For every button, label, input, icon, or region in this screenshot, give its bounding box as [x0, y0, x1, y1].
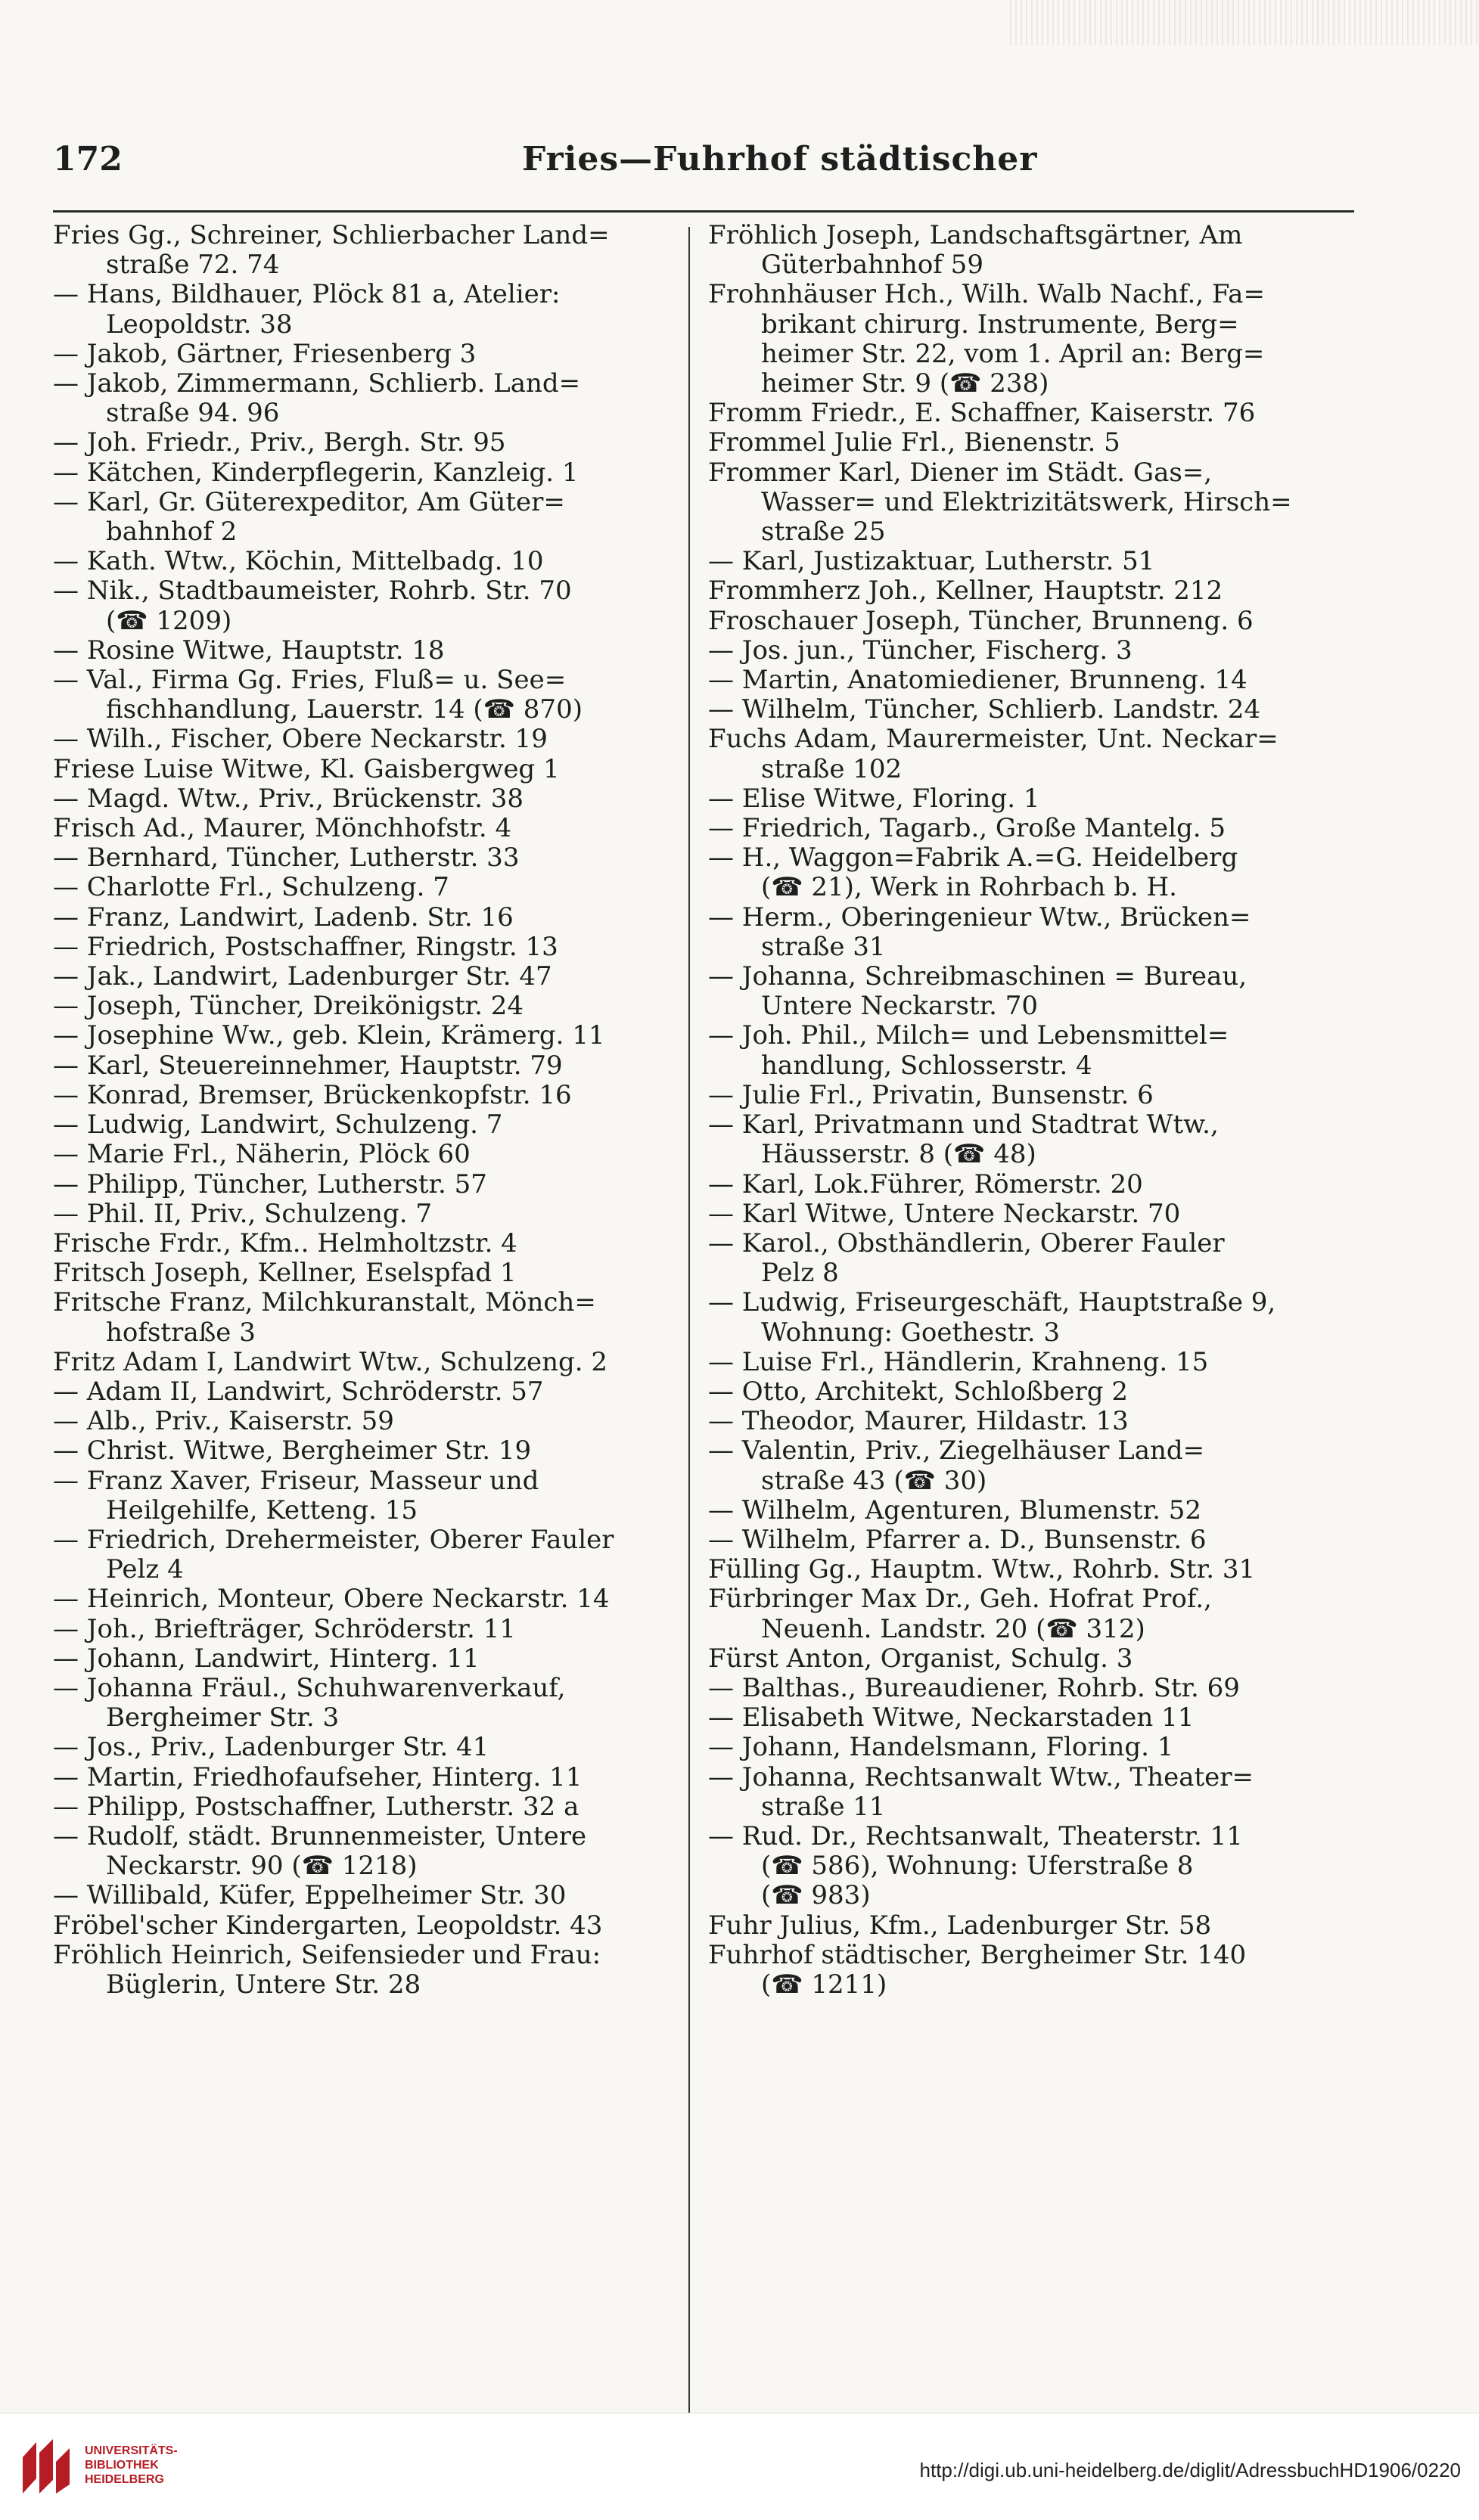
library-name: [85, 2444, 178, 2487]
directory-entry-line: straße 72. 74: [106, 250, 280, 281]
directory-entry-line: — Konrad, Bremser, Brückenkopfstr. 16: [53, 1079, 572, 1110]
directory-entry-line: straße 25: [761, 517, 886, 548]
directory-entry-line: (☎ 1211): [761, 1969, 887, 2000]
directory-entry-line: Neuenh. Landstr. 20 (☎ 312): [761, 1613, 1145, 1644]
directory-entry-line: — Joh. Phil., Milch= und Lebensmittel=: [708, 1020, 1229, 1051]
directory-entry-line: — Christ. Witwe, Bergheimer Str. 19: [53, 1435, 532, 1466]
directory-entry-line: — Luise Frl., Händlerin, Krahneng. 15: [708, 1346, 1209, 1377]
directory-entry-line: brikant chirurg. Instrumente, Berg=: [761, 309, 1239, 340]
directory-entry-line: — Adam II, Landwirt, Schröderstr. 57: [53, 1376, 544, 1407]
directory-entry-line: — Herm., Oberingenieur Wtw., Brücken=: [708, 902, 1251, 933]
directory-entry-line: hofstraße 3: [106, 1317, 256, 1348]
directory-entry-line: Güterbahnhof 59: [761, 250, 983, 281]
directory-entry-line: — Heinrich, Monteur, Obere Neckarstr. 14: [53, 1584, 610, 1615]
directory-entry-line: Fülling Gg., Hauptm. Wtw., Rohrb. Str. 31: [708, 1554, 1256, 1585]
directory-entry-line: — Joh. Friedr., Priv., Bergh. Str. 95: [53, 427, 506, 458]
directory-entry-line: — Alb., Priv., Kaiserstr. 59: [53, 1406, 394, 1437]
directory-entry-line: straße 94. 96: [106, 398, 280, 429]
directory-entry-line: Fuhrhof städtischer, Bergheimer Str. 140: [708, 1939, 1247, 1970]
running-head: Fries—Fuhrhof städtischer: [522, 140, 1038, 178]
library-name-line-1: UNIVERSITÄTS-: [85, 2444, 178, 2457]
directory-entry-line: — Kätchen, Kinderpflegerin, Kanzleig. 1: [53, 457, 579, 488]
directory-entry-line: — Wilh., Fischer, Obere Neckarstr. 19: [53, 724, 548, 755]
directory-entry-line: — Karl, Lok.Führer, Römerstr. 20: [708, 1168, 1143, 1199]
directory-entry-line: Fritsch Joseph, Kellner, Eselspfad 1: [53, 1258, 517, 1289]
directory-entry-line: — Jak., Landwirt, Ladenburger Str. 47: [53, 961, 552, 992]
directory-entry-line: — Philipp, Postschaffner, Lutherstr. 32 a: [53, 1791, 579, 1822]
directory-entry-line: Frisch Ad., Maurer, Mönchhofstr. 4: [53, 813, 512, 844]
directory-entry-line: — H., Waggon=Fabrik A.=G. Heidelberg: [708, 843, 1238, 874]
directory-entry-line: — Johann, Handelsmann, Floring. 1: [708, 1732, 1174, 1763]
directory-entry-line: — Karl, Justizaktuar, Lutherstr. 51: [708, 546, 1155, 577]
directory-entry-line: (☎ 1209): [106, 605, 232, 636]
directory-entry-line: — Valentin, Priv., Ziegelhäuser Land=: [708, 1435, 1205, 1466]
directory-entry-line: — Wilhelm, Agenturen, Blumenstr. 52: [708, 1494, 1201, 1525]
directory-entry-line: — Karl, Gr. Güterexpeditor, Am Güter=: [53, 486, 565, 517]
column-divider: [688, 227, 690, 2413]
directory-entry-line: Untere Neckarstr. 70: [761, 991, 1039, 1022]
directory-entry-line: — Hans, Bildhauer, Plöck 81 a, Atelier:: [53, 279, 561, 310]
directory-entry-line: Frommherz Joh., Kellner, Hauptstr. 212: [708, 576, 1223, 607]
directory-entry-line: — Wilhelm, Tüncher, Schlierb. Landstr. 24: [708, 694, 1261, 725]
directory-entry-line: Pelz 8: [761, 1258, 839, 1289]
directory-entry-line: Froschauer Joseph, Tüncher, Brunneng. 6: [708, 605, 1254, 636]
directory-entry-line: Häusserstr. 8 (☎ 48): [761, 1139, 1036, 1170]
directory-entry-line: — Josephine Ww., geb. Klein, Krämerg. 11: [53, 1020, 605, 1051]
directory-entry-line: Fröhlich Heinrich, Seifensieder und Frau:: [53, 1939, 601, 1970]
directory-entry-line: — Ludwig, Friseurgeschäft, Hauptstraße 9,: [708, 1287, 1276, 1318]
directory-entry-line: — Nik., Stadtbaumeister, Rohrb. Str. 70: [53, 576, 572, 607]
directory-entry-line: — Val., Firma Gg. Fries, Fluß= u. See=: [53, 665, 567, 696]
library-name-line-3: HEIDELBERG: [85, 2473, 164, 2486]
directory-entry-line: Fuchs Adam, Maurermeister, Unt. Neckar=: [708, 724, 1279, 755]
directory-entry-line: — Franz Xaver, Friseur, Masseur und: [53, 1465, 539, 1496]
page-header: [53, 140, 1354, 193]
directory-entry-line: handlung, Schlosserstr. 4: [761, 1050, 1092, 1081]
directory-entry-line: Frische Frdr., Kfm.. Helmholtzstr. 4: [53, 1227, 517, 1258]
directory-entry-line: Wohnung: Goethestr. 3: [761, 1317, 1061, 1348]
directory-entry-line: (☎ 586), Wohnung: Uferstraße 8: [761, 1851, 1194, 1882]
directory-entry-line: — Johann, Landwirt, Hinterg. 11: [53, 1643, 480, 1674]
directory-entry-line: (☎ 21), Werk in Rohrbach b. H.: [761, 872, 1177, 903]
directory-entry-line: — Marie Frl., Näherin, Plöck 60: [53, 1139, 471, 1170]
directory-entry-line: — Elise Witwe, Floring. 1: [708, 783, 1040, 814]
directory-entry-line: straße 102: [761, 753, 903, 784]
directory-entry-line: — Wilhelm, Pfarrer a. D., Bunsenstr. 6: [708, 1524, 1207, 1555]
directory-entry-line: — Johanna Fräul., Schuhwarenverkauf,: [53, 1672, 566, 1703]
directory-entry-line: — Johanna, Rechtsanwalt Wtw., Theater=: [708, 1761, 1254, 1792]
directory-entry-line: — Martin, Friedhofaufseher, Hinterg. 11: [53, 1761, 583, 1792]
directory-entry-line: — Johanna, Schreibmaschinen = Bureau,: [708, 961, 1248, 992]
directory-entry-line: — Karol., Obsthändlerin, Oberer Fauler: [708, 1227, 1225, 1258]
header-rule: [53, 210, 1354, 213]
directory-entry-line: straße 11: [761, 1791, 886, 1822]
directory-entry-line: Frohnhäuser Hch., Wilh. Walb Nachf., Fa=: [708, 279, 1265, 310]
directory-entry-line: — Magd. Wtw., Priv., Brückenstr. 38: [53, 783, 524, 814]
directory-entry-line: Fries Gg., Schreiner, Schlierbacher Land=: [53, 220, 610, 250]
right-column: [708, 221, 1351, 2000]
directory-entry-line: — Friedrich, Tagarb., Große Mantelg. 5: [708, 813, 1226, 844]
university-library-logo: [15, 2435, 80, 2500]
directory-entry-line: bahnhof 2: [106, 517, 238, 548]
directory-entry-line: Fürbringer Max Dr., Geh. Hofrat Prof.,: [708, 1584, 1212, 1615]
directory-entry-line: — Joh., Briefträger, Schröderstr. 11: [53, 1613, 516, 1644]
directory-entry-line: — Jakob, Gärtner, Friesenberg 3: [53, 338, 477, 369]
library-name-line-2: BIBLIOTHEK: [85, 2459, 159, 2472]
footer-bar: [0, 2413, 1479, 2520]
directory-entry-line: fischhandlung, Lauerstr. 14 (☎ 870): [106, 694, 583, 725]
directory-entry-line: — Rud. Dr., Rechtsanwalt, Theaterstr. 11: [708, 1820, 1243, 1851]
directory-entry-line: — Jos. jun., Tüncher, Fischerg. 3: [708, 635, 1133, 666]
directory-entry-line: Leopoldstr. 38: [106, 309, 293, 340]
directory-entry-line: — Bernhard, Tüncher, Lutherstr. 33: [53, 843, 520, 874]
directory-entry-line: Friese Luise Witwe, Kl. Gaisbergweg 1: [53, 753, 560, 784]
directory-entry-line: — Phil. II, Priv., Schulzeng. 7: [53, 1198, 432, 1229]
directory-entry-line: Fürst Anton, Organist, Schulg. 3: [708, 1643, 1133, 1674]
directory-entry-line: — Friedrich, Postschaffner, Ringstr. 13: [53, 931, 558, 962]
directory-entry-line: — Balthas., Bureaudiener, Rohrb. Str. 69: [708, 1672, 1240, 1703]
directory-entry-line: — Friedrich, Drehermeister, Oberer Fauler: [53, 1524, 614, 1555]
directory-entry-line: Fromm Friedr., E. Schaffner, Kaiserstr. 76: [708, 398, 1256, 429]
directory-entry-line: — Theodor, Maurer, Hildastr. 13: [708, 1406, 1129, 1437]
directory-entry-line: — Karl, Privatmann und Stadtrat Wtw.,: [708, 1109, 1219, 1141]
directory-entry-line: — Karl Witwe, Untere Neckarstr. 70: [708, 1198, 1181, 1229]
directory-entry-line: Frommel Julie Frl., Bienenstr. 5: [708, 427, 1120, 458]
directory-entry-line: straße 31: [761, 931, 886, 962]
directory-entry-line: Frommer Karl, Diener im Städt. Gas=,: [708, 457, 1213, 488]
directory-entry-line: — Karl, Steuereinnehmer, Hauptstr. 79: [53, 1050, 563, 1081]
directory-entry-line: Fuhr Julius, Kfm., Ladenburger Str. 58: [708, 1910, 1212, 1941]
directory-entry-line: — Kath. Wtw., Köchin, Mittelbadg. 10: [53, 546, 544, 577]
directory-entry-line: — Rudolf, städt. Brunnenmeister, Untere: [53, 1820, 587, 1851]
directory-entry-line: — Jakob, Zimmermann, Schlierb. Land=: [53, 368, 581, 399]
directory-entry-line: Pelz 4: [106, 1554, 184, 1585]
directory-entry-line: — Philipp, Tüncher, Lutherstr. 57: [53, 1168, 487, 1199]
directory-entry-line: (☎ 983): [761, 1880, 871, 1911]
directory-entry-line: — Charlotte Frl., Schulzeng. 7: [53, 872, 449, 903]
directory-entry-line: Fröbel'scher Kindergarten, Leopoldstr. 43: [53, 1910, 603, 1941]
directory-entry-line: Fritz Adam I, Landwirt Wtw., Schulzeng. 2: [53, 1346, 608, 1377]
directory-entry-line: — Joseph, Tüncher, Dreikönigstr. 24: [53, 991, 524, 1022]
directory-entry-line: — Otto, Architekt, Schloßberg 2: [708, 1376, 1129, 1407]
directory-entry-line: — Martin, Anatomiediener, Brunneng. 14: [708, 665, 1248, 696]
directory-entry-line: — Willibald, Küfer, Eppelheimer Str. 30: [53, 1880, 567, 1911]
directory-entry-line: Heilgehilfe, Ketteng. 15: [106, 1494, 418, 1525]
left-column: [53, 221, 688, 2000]
directory-entry-line: Fritsche Franz, Milchkuranstalt, Mönch=: [53, 1287, 596, 1318]
directory-entry-line: — Jos., Priv., Ladenburger Str. 41: [53, 1732, 489, 1763]
directory-entry-line: Büglerin, Untere Str. 28: [106, 1969, 421, 2000]
directory-entry-line: Wasser= und Elektrizitätswerk, Hirsch=: [761, 486, 1292, 517]
scan-noise: [1010, 0, 1479, 45]
directory-entry-line: straße 43 (☎ 30): [761, 1465, 987, 1496]
directory-entry-line: — Rosine Witwe, Hauptstr. 18: [53, 635, 445, 666]
page-number: 172: [53, 140, 123, 178]
directory-entry-line: — Elisabeth Witwe, Neckarstaden 11: [708, 1702, 1195, 1733]
directory-entry-line: Bergheimer Str. 3: [106, 1702, 340, 1733]
directory-entry-line: — Ludwig, Landwirt, Schulzeng. 7: [53, 1109, 503, 1141]
directory-entry-line: — Franz, Landwirt, Ladenb. Str. 16: [53, 902, 514, 933]
directory-entry-line: Neckarstr. 90 (☎ 1218): [106, 1851, 418, 1882]
directory-entry-line: heimer Str. 9 (☎ 238): [761, 368, 1049, 399]
directory-entry-line: Fröhlich Joseph, Landschaftsgärtner, Am: [708, 220, 1243, 250]
directory-entry-line: heimer Str. 22, vom 1. April an: Berg=: [761, 338, 1265, 369]
directory-entry-line: — Julie Frl., Privatin, Bunsenstr. 6: [708, 1079, 1154, 1110]
source-url[interactable]: http://digi.ub.uni-heidelberg.de/diglit/AdressbuchHD1906/0220: [919, 2459, 1461, 2481]
